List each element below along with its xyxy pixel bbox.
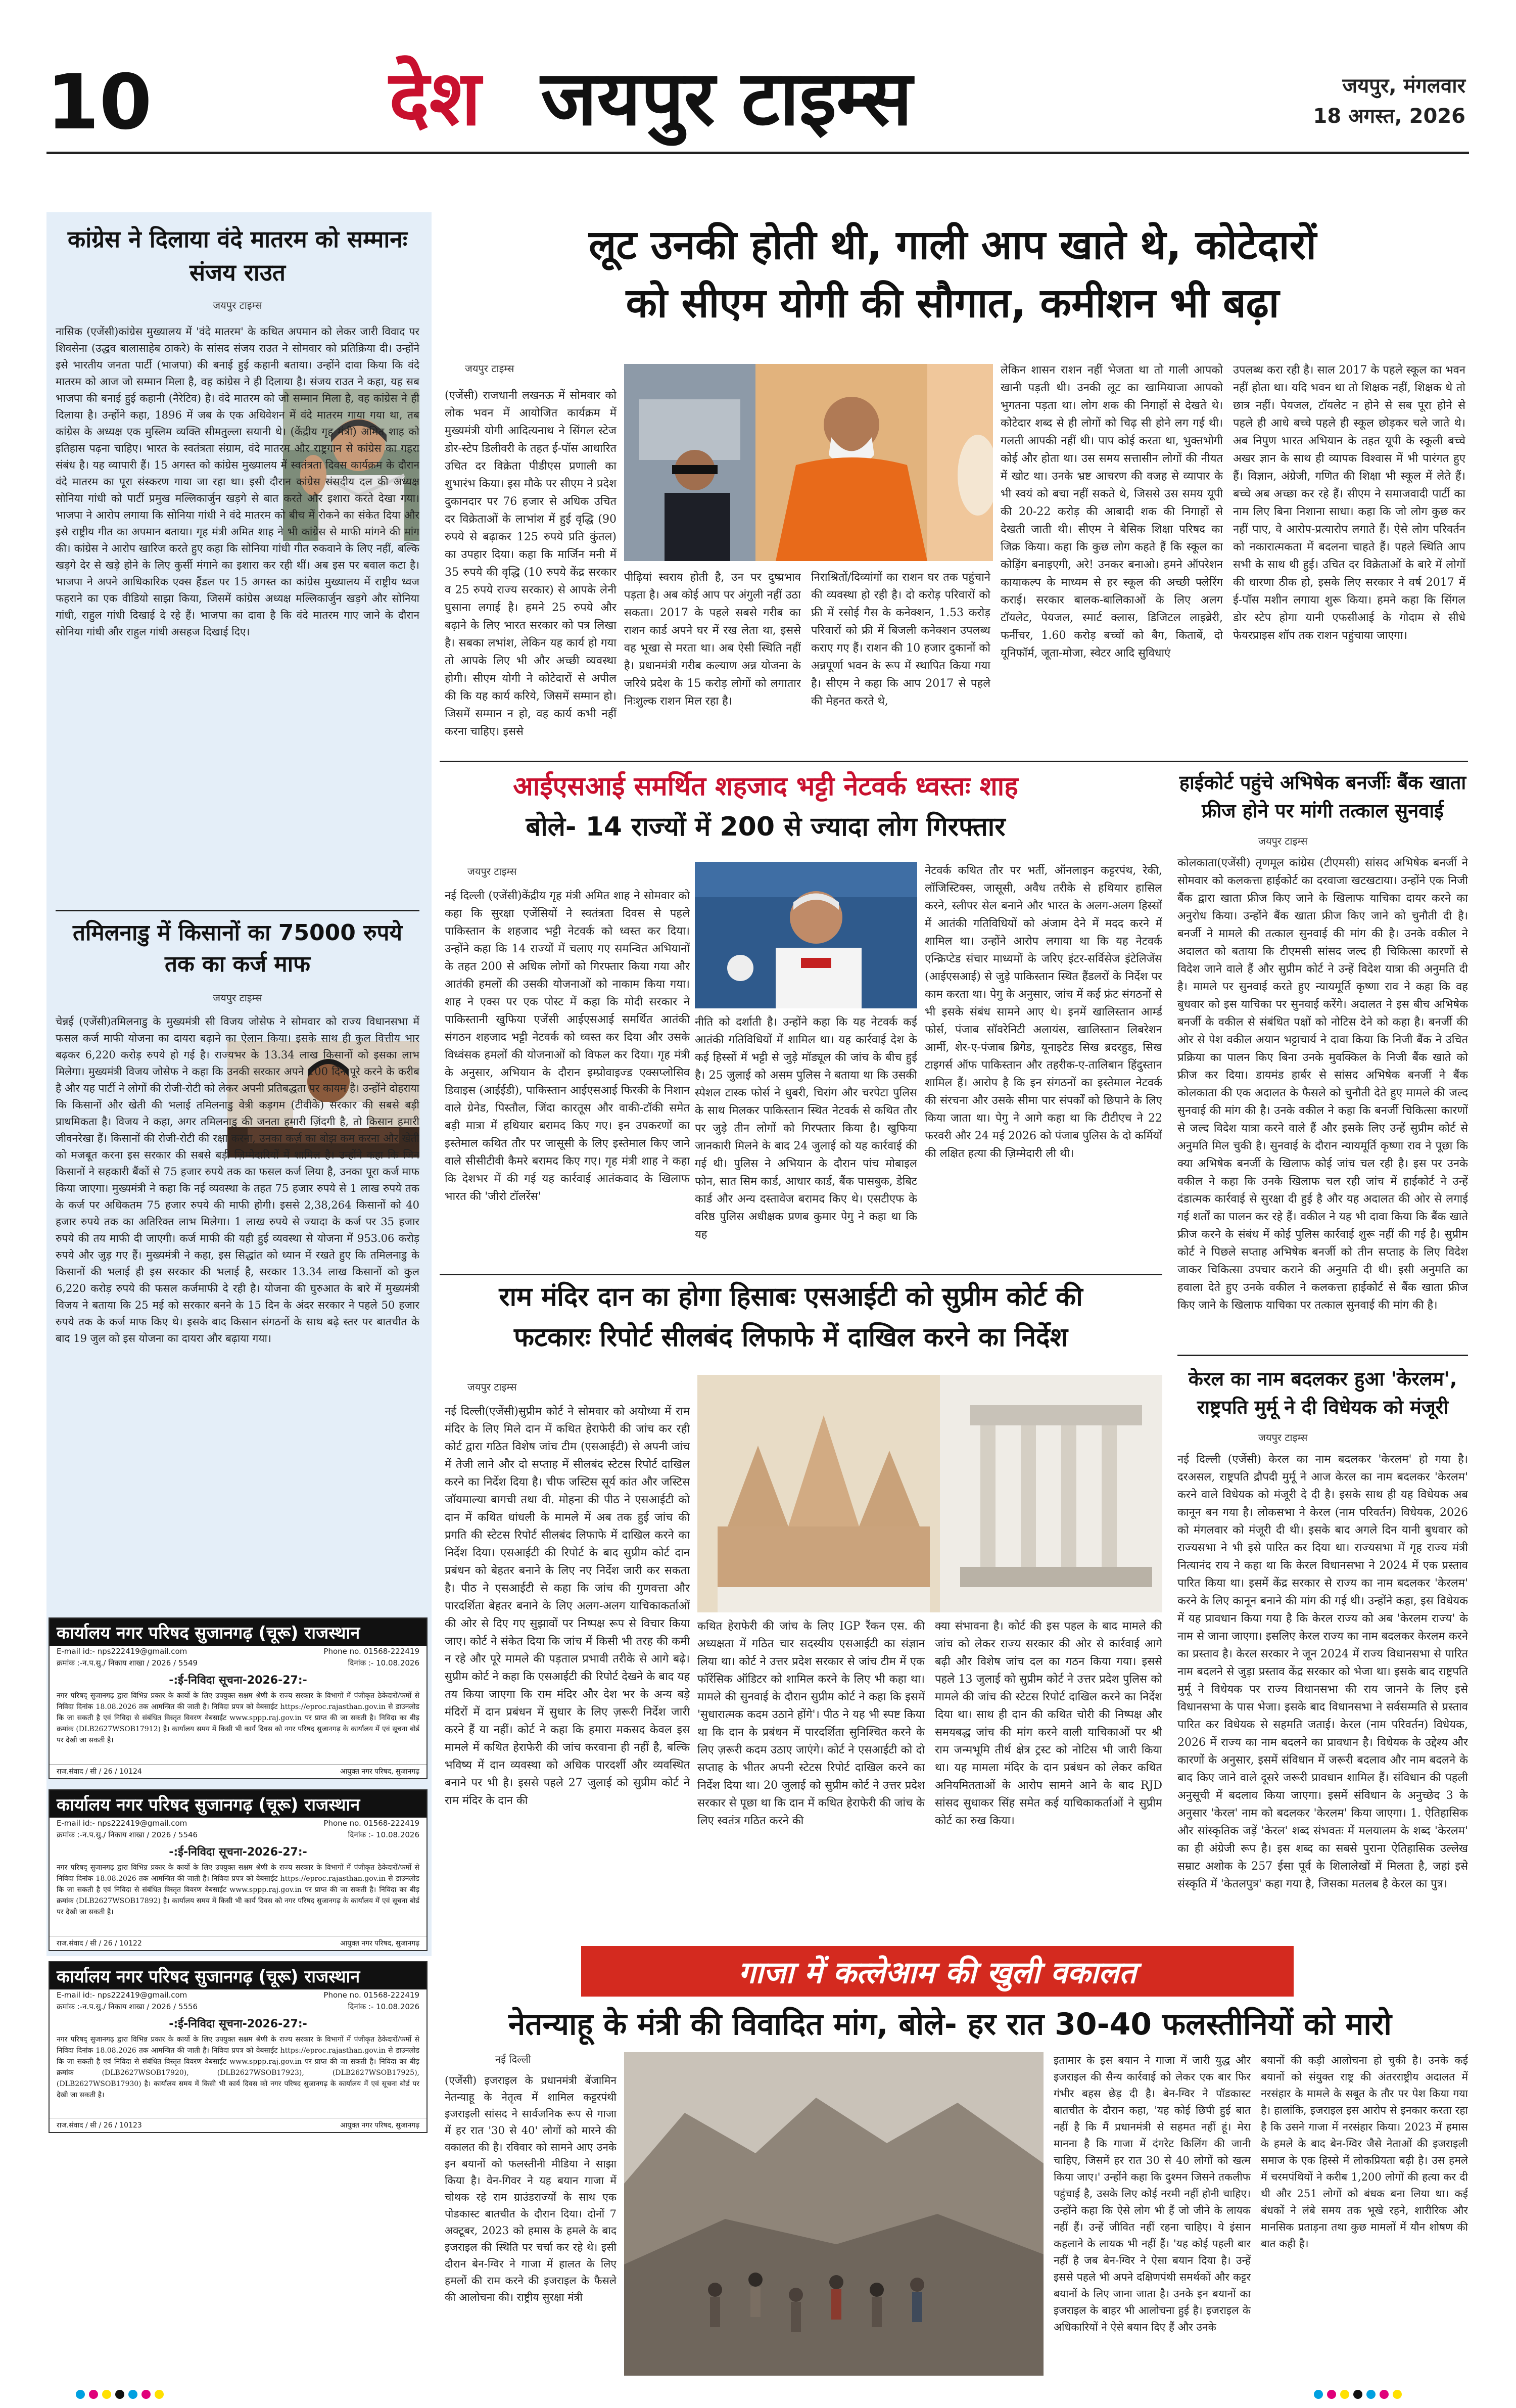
story-gaza-col2: इतामार के इस बयान ने गाजा में जारी युद्ध और इजराइल की सैन्य कार्रवाई को लेकर एक बार फिर गंभीर बहस छेड़ दी है। बेन-ग्विर ने पॉडकास्ट बातचीत के दौरान कहा, 'यह कोई छिपी हुई बात नहीं है कि मैं प्रधानमंत्री से सहमत नहीं हूं। मेरा मानना है कि गाजा में दंगरेट किलिंग की जानी चाहिए, जिसमें हर रात 30 से 40 लोगों को खत्म किया जाए।' उन्होंने कहा कि दुश्मन जिसने तकलीफ पहुंचाई है, उसके लिए कोई नरमी नहीं होनी चाहिए। उन्होंने कहा कि ऐसे लोग भी हैं जो जीने के लायक नहीं हैं। उन्हें जीवित नहीं रहना चाहिए। ये इंसान कहलाने के लायक भी नहीं हैं। 'यह कोई पहली बार नहीं है जब बेन-ग्विर ने ऐसा बयान दिया है। उन्हें इससे पहले भी अपने दक्षिणपंथी समर्थकों और कट्टर बयानों के लिए जाना जाता है। उनके इन बयानों का इजराइल के बाहर भी आलोचना हुई है। इजराइल के अधिकारियों ने ऐसे बयान दिए हैं और उनके bbox=[1054, 2054, 1251, 2333]
lead-headline-line2: को सीएम योगी की सौगात, कमीशन भी बढ़ा bbox=[626, 280, 1280, 327]
photo-ram-mandir-court bbox=[697, 1375, 1162, 1612]
tender-org: कार्यालय नगर परिषद सुजानगढ़ (चूरू) राजस्थान bbox=[50, 1618, 427, 1646]
tender-org: कार्यालय नगर परिषद सुजानगढ़ (चूरू) राजस्थान bbox=[50, 1790, 427, 1818]
masthead-rule bbox=[46, 152, 1469, 154]
story-kerala-headline: केरल का नाम बदलकर हुआ 'केरलम', राष्ट्रपति मुर्मू ने दी विधेयक को मंजूरी bbox=[1188, 1368, 1457, 1418]
story-shah-headline-line2: बोले- 14 राज्यों में 200 से ज्यादा लोग गिरफ्तार bbox=[526, 812, 1006, 842]
tender-body: नगर परिषद् सुजानगढ़ द्वारा विभिन्न प्रकार के कार्यो के लिए उपयुक्त सक्षम श्रेणी के राज्य सरकार के विभागों में पंजीकृत ठेकेदारों/फर्मो से निविदा दिनांक 18.08.2026 तक आमन्त्रित की जाती है। निविदा प्रपत्र को वेबसाईट https://eproc.rajasthan.gov.in से डाउनलोड कि जा सकती है एवं निविदा से संबंधित विस्तृत विवरण वेबसाईट www.sppp.raj.gov.in पर प्राप्त की जा सकती है। निविदा का बीड़ क्रमांक (DLB2627WSOB17892) है। कार्यालय समय में किसी भी कार्य दिवस को नगर परिषद सुजानगढ़ के कार्यालय में एवं सूचना बोर्ड पर देखी जा सकती है। bbox=[57, 1864, 419, 1916]
tender-email: E-mail id:- nps222419@gmail.com bbox=[57, 1647, 187, 1656]
tender-signatory: आयुक्त नगर परिषद, सुजानगढ़ bbox=[340, 1939, 419, 1948]
shah-bottom-rule bbox=[440, 1274, 1162, 1275]
story-bank-headline: हाईकोर्ट पहुंचे अभिषेक बनर्जीः बैंक खाता फ्रीज होने पर मांगी तत्काल सुनवाई bbox=[1179, 771, 1466, 822]
tender-phone: Phone no. 01568-222419 bbox=[323, 1647, 419, 1656]
tender-body: नगर परिषद् सुजानगढ़ द्वारा विभिन्न प्रकार के कार्यो के लिए उपयुक्त सक्षम श्रेणी के राज्य सरकार के विभागों में पंजीकृत ठेकेदारों/फर्मो से निविदा दिनांक 18.08.2026 तक आमन्त्रित की जाती है। निविदा प्रपत्र को वेबसाईट https://eproc.rajasthan.gov.in से डाउनलोड कि जा सकती है एवं निविदा से संबंधित विस्तृत विवरण वेबसाईट www.sppp.raj.gov.in पर प्राप्त की जा सकती है। निविदा का बीड़ क्रमांक (DLB2627WSOB17920), (DLB2627WSOB17923), (DLB2627WSOB17925), (DLB2627WSOB17930) है। कार्यालय समय में किसी भी कार्य दिवस को नगर परिषद सुजानगढ़ के कार्यालय में एवं सूचना बोर्ड पर देखी जा सकती है। bbox=[57, 2035, 419, 2099]
tender-signatory: आयुक्त नगर परिषद, सुजानगढ़ bbox=[340, 1768, 419, 1776]
story-gaza-col3: बयानों की कड़ी आलोचना हो चुकी है। उनके कई बयानों को संयुक्त राष्ट्र की अंतरराष्ट्रीय अदालत में नरसंहार के मामले के सबूत के तौर पर पेश किया गया है। हालांकि, इजराइल इस आरोप से इनकार करता रहा है कि उसने गाजा में नरसंहार किया। 2023 में हमास के हमले के बाद बेन-ग्विर जैसे नेताओं की इजराइली समाज के एक हिस्से में लोकप्रियता बढ़ी है। उस हमले में चरमपंथियों ने करीब 1,200 लोगों की हत्या कर दी थी और 251 लोगों को बंधक बना लिया था। कई बंधकों ने लंबे समय तक भूखे रहने, शारीरिक और मानसिक प्रताड़ना तथा कुछ मामलों में यौन शोषण की बात कही है। bbox=[1261, 2054, 1468, 2250]
tender-body: नगर परिषद् सुजानगढ़ द्वारा विभिन्न प्रकार के कार्यो के लिए उपयुक्त सक्षम श्रेणी के राज्य सरकार के विभागों में पंजीकृत ठेकेदारों/फर्मो से निविदा दिनांक 18.08.2026 तक आमन्त्रित की जाती है। निविदा प्रपत्र को वेबसाईट https://eproc.rajasthan.gov.in से डाउनलोड कि जा सकती है एवं निविदा से संबंधित विस्तृत विवरण वेबसाईट www.sppp.raj.gov.in पर प्राप्त की जा सकती है। निविदा का बीड़ क्रमांक (DLB2627WSOB17912) है। कार्यालय समय में किसी भी कार्य दिवस को नगर परिषद सुजानगढ़ के कार्यालय में एवं सूचना बोर्ड पर देखी जा सकती है। bbox=[57, 1692, 419, 1744]
lead-col1: (एजेंसी) राजधानी लखनऊ में सोमवार को लोक भवन में आयोजित कार्यक्रम में मुख्यमंत्री योगी आदित्यनाथ ने सिंगल स्टेज डोर-स्टेप डिलीवरी के तहत ई-पॉस आधारित उचित दर विक्रेता पीडीएस प्रणाली का शुभारंभ किया। इस मौके पर सीएम ने प्रदेश दुकानदार पर 76 हजार से अधिक उचित दर विक्रेताओं के लाभांश में हुई वृद्धि (90 रुपये से बढ़ाकर 125 रुपये प्रति कुंतल) का उपहार दिया। कहा कि मार्जिन मनी में 35 रुपये की वृद्धि (10 रुपये केंद्र सरकार व 25 रुपये राज्य सरकार) से आपके लेनी घुसाना लगाई है। हमने 25 रुपये और बढ़ाने के लिए भारत सरकार को पत्र लिखा है। सबका लभांश, लेकिन यह कार्य हो गया तो आपके लिए भी और अच्छी व्यवस्था होगी। सीएम योगी ने कोटेदारों से अपील की कि यह कार्य करिये, जिसमें सम्मान हो। जिसमें सम्मान न हो, वह कार्य कभी नहीं करना चाहिए। इससे bbox=[445, 389, 617, 738]
print-color-bar-right bbox=[1314, 2390, 1435, 2399]
lead-col2: पीढ़ियां स्वराय होती है, उन पर दुष्प्रभाव पड़ता है। अब कोई आप पर अंगुली नहीं उठा सकता। 2017 के पहले सबसे गरीब का राशन कार्ड अपने घर में रख लेता था, इससे वह भूखा से मरता था। अब ऐसी स्थिति नहीं है। प्रधानमंत्री गरीब कल्याण अन्न योजना के जरिये प्रदेश के 15 करोड़ लोगों को लगातार निःशुल्क राशन मिल रहा है। bbox=[624, 571, 801, 708]
lead-col3: निराश्रितों/दिव्यांगों का राशन घर तक पहुंचाने की व्यवस्था हो रही है। दो करोड़ परिवारों को फ्री में रसोई गैस के कनेक्शन, 1.53 करोड़ परिवारों को फ्री में बिजली कनेक्शन उपलब्ध कराए गए हैं। राशन की 10 हजार दुकानों को अन्नपूर्णा भवन के रूप में स्थापित किया गया है। सीएम ने कहा कि आप 2017 से पहले की मेहनत करते थे, bbox=[811, 571, 990, 708]
story-shah-col3: नेटवर्क कथित तौर पर भर्ती, ऑनलाइन कट्टरपंथ, रेकी, लॉजिस्टिक्स, जासूसी, अवैध तरीके से हथियार हासिल करने, स्लीपर सेल बनाने और भारत के अलग-अलग हिस्सों में आतंकी गतिविधियों को अंजाम देने में मदद करने में शामिल था। उन्होंने आरोप लगाया था कि यह नेटवर्क एन्क्रिप्टेड संचार माध्यमों के जरिए इंटर-सर्विसेज इंटेलिजेंस (आईएसआई) से जुड़े पाकिस्तान स्थित हैंडलरों के निर्देश पर काम करता था। पेगु के अनुसार, जांच में कई फ्रंट संगठनों से भी इसके संबंध सामने आए थे। इनमें खालिस्तान आर्म्ड फोर्स, पंजाब सॉवरेनिटी अलायंस, खालिस्तान लिबरेशन आर्मी, शेर-ए-पंजाब ब्रिगेड, यूनाइटेड सिख ब्रदरहुड, सिख टाइगर्स ऑफ पाकिस्तान और तहरीक-ए-तालिबान हिंदुस्तान शामिल हैं। आरोप है कि इन संगठनों का इस्तेमाल नेटवर्क की संरचना और उसके सीमा पार संपर्कों को छिपाने के लिए किया जाता था। पेगु ने आगे कहा था कि टीटीएच ने 22 फरवरी और 24 मई 2026 को पंजाब पुलिस के दो कर्मियों की लक्षित हत्या की ज़िम्मेदारी ली थी। bbox=[925, 864, 1162, 1160]
story-ram-col1: नई दिल्ली(एजेंसी)सुप्रीम कोर्ट ने सोमवार को अयोध्या में राम मंदिर के लिए मिले दान में कथित हेराफेरी की जांच कर रही कोर्ट द्वारा गठित विशेष जांच टीम (एसआईटी) से अपनी जांच में तेजी लाने और दो सप्ताह में सीलबंद स्टेटस रिपोर्ट दाखिल करने का निर्देश दिया है। चीफ जस्टिस सूर्य कांत और जस्टिस जॉयमाल्या बागची तथा वी. मोहना की पीठ ने एसआईटी को दान में कथित धांधली के मामले में अब तक हुई जांच की प्रगति की स्टेटस रिपोर्ट सीलबंद लिफाफे में दाखिल करने का निर्देश दिया। एसआईटी की रिपोर्ट के बाद सुप्रीम कोर्ट दान प्रबंधन को बेहतर बनाने के लिए नए निर्देश जारी कर सकता है। पीठ ने एसआईटी से कहा कि जांच की गुणवत्ता और पारदर्शिता बेहतर बनाने के लिए अलग-अलग याचिकाकर्ताओं की ओर से दिए गए सुझावों पर निष्पक्ष रूप से विचार किया जाए। कोर्ट ने संकेत दिया कि जांच में किसी भी तरह की कमी न रहे और पूरे मामले की पड़ताल प्रभावी तरीके से आगे बढ़े। सुप्रीम कोर्ट ने कहा कि एसआईटी की रिपोर्ट देखने के बाद यह तय किया जाएगा कि राम मंदिर और देश भर के अन्य बड़े मंदिरों में दान प्रबंधन में सुधार के लिए ज़रूरी निर्देश जारी करने हैं या नहीं। कोर्ट ने कहा कि हमारा मकसद केवल इस मामले में कथित हेराफेरी की जांच करवाना ही नहीं है, बल्कि भविष्य में दान व्यवस्था को अधिक पारदर्शी और व्यवस्थित बनाने पर भी है। इससे पहले 27 जुलाई को सुप्रीम कोर्ट ने राम मंदिर के दान की bbox=[445, 1405, 690, 1807]
story-shah-headline-line1: आईएसआई समर्थित शहजाद भट्टी नेटवर्क ध्वस्तः शाह bbox=[513, 771, 1018, 802]
story-tn-headline: तमिलनाडु में किसानों का 75000 रुपये तक का कर्ज माफ bbox=[72, 920, 403, 977]
lead-byline: जयपुर टाइम्स bbox=[465, 362, 514, 375]
tender-foot-ref: राज.संवाद / सी / 26 / 10122 bbox=[57, 1939, 142, 1948]
gaza-banner bbox=[581, 1946, 1294, 1997]
tender-date: दिनांक :- 10.08.2026 bbox=[348, 1830, 419, 1839]
newspaper-title: जयपुर टाइम्स bbox=[541, 55, 913, 143]
story-tn-byline: जयपुर टाइम्स bbox=[213, 992, 262, 1004]
tender-notice bbox=[49, 1961, 428, 2133]
left-divider-1 bbox=[56, 910, 419, 911]
story-bank-body: कोलकाता(एजेंसी) तृणमूल कांग्रेस (टीएमसी) सांसद अभिषेक बनर्जी ने सोमवार को कलकत्ता हाईकोर्ट का दरवाजा खटखटाया। उन्होंने एक निजी बैंक द्वारा खाता फ्रीज किए जाने के खिलाफ याचिका दायर करने का अनुरोध किया। उन्होंने बैंक खाता फ्रीज किए जाने को चुनौती दी है। बनर्जी ने मामले की तत्काल सुनवाई की मांग की है। उनके वकील ने अदालत को बताया कि टीएमसी सांसद जल्द ही चिकित्सा कारणों से विदेश जाने वाले हैं और सुप्रीम कोर्ट ने उन्हें विदेश यात्रा की अनुमति दी है। मामले पर सुनवाई करते हुए न्यायमूर्ति कृष्णा राव ने कहा कि वह बुधवार को इस याचिका पर सुनवाई करेंगे। अदालत ने इस बीच अभिषेक बनर्जी के वकील से संबंधित पक्षों को नोटिस देने को कहा है। बनर्जी की ओर से पेश वकील अयान भट्टाचार्य ने दावा किया कि निजी बैंक ने उचित प्रक्रिया का पालन किए बिना उनके मुवक्किल के निजी बैंक खाते को फ्रीज कर दिया। डायमंड हार्बर से सांसद अभिषेक बनर्जी ने बैंक कोलकाता की एक अदालत के फैसले को चुनौती देते हुए मामले की जल्द सुनवाई की मांग की है। उनके वकील ने कहा कि बनर्जी चिकित्सा कारणों से जल्द विदेश यात्रा करने वाले हैं और इसके लिए उन्हें सुप्रीम कोर्ट से अनुमति मिल चुकी है। सुनवाई के दौरान न्यायमूर्ति कृष्णा राव ने पूछा कि क्या अभिषेक बनर्जी के खिलाफ कोई जांच चल रही है। इस पर उनके वकील ने कहा कि उनके खिलाफ चल रही जांच में हाईकोर्ट ने उन्हें दंडात्मक कार्रवाई से सुरक्षा दी हुई है और यह अदालत की ओर से लगाई गई शर्तों का पालन कर रहे हैं। वकील ने यह भी दावा किया कि बैंक खाते फ्रीज करने के संबंध में कोई पुलिस कार्रवाई शुरू नहीं की गई है। सुप्रीम कोर्ट ने पिछले सप्ताह अभिषेक बनर्जी को तीन सप्ताह के लिए विदेश जाकर चिकित्सा उपचार कराने की अनुमति दी थी। इसी अनुमति का हवाला देते हुए उनके वकील ने कलकत्ता हाईकोर्ट से बैंक खाता फ्रीज किए जाने के खिलाफ याचिका पर तत्काल सुनवाई की मांग की है। bbox=[1177, 857, 1468, 1312]
story-ram-headline-line2: फटकारः रिपोर्ट सीलबंद लिफाफे में दाखिल करने का निर्देश bbox=[513, 1322, 1068, 1353]
story-gaza-col1: (एजेंसी) इजराइल के प्रधानमंत्री बेंजामिन नेतन्याहू के नेतृत्व में शामिल कट्टरपंथी इजराइली सांसद ने सार्वजनिक रूप से गाजा में हर रात '30 से 40' लोगों को मारने की वकालत की है। रविवार को सामने आए उनके इन बयानों को फलस्तीनी मीडिया ने साझा किया है। वेन-गिवर ने यह बयान गाजा में चोथक रहे राम ग्राउंडराज्यों के साथ एक पोडकास्ट बातचीत के दौरान दिया। दोनों 7 अक्टूबर, 2023 को हमास के हमले के बाद इजराइल की स्थिति पर चर्चा कर रहे थे। इसी दौरान बेन-ग्विर ने गाजा में हालत के लिए हमलों की राम करने की इजराइल के फैसले की आलोचना की। राष्ट्रीय सुरक्षा मंत्री bbox=[445, 2074, 617, 2303]
tender-phone: Phone no. 01568-222419 bbox=[323, 1819, 419, 1828]
tender-title: -:ई-निविदा सूचना-2026-27:- bbox=[169, 1674, 307, 1687]
tender-email: E-mail id:- nps222419@gmail.com bbox=[57, 1819, 187, 1828]
story-bank-byline: जयपुर टाइम्स bbox=[1258, 835, 1308, 847]
masthead-date: 18 अगस्त, 2026 bbox=[1313, 105, 1465, 128]
story-shah-col2: नीति को दर्शाती है। उन्होंने कहा कि यह नेटवर्क कई आतंकी गतिविधियों में शामिल था। यह कार्रवाई देश के कई हिस्सों में भट्टी से जुड़े मॉड्यूल की जांच के बीच हुई है। 25 जुलाई को असम पुलिस ने बताया था कि उसकी स्पेशल टास्क फोर्स ने धुबरी, चिरांग और चरपेटा पुलिस के साथ मिलकर पाकिस्तान स्थित नेटवर्क से कथित तौर पर जुड़े तीन लोगों को गिरफ्तार किया है। खुफिया जानकारी मिलने के बाद 24 जुलाई को यह कार्रवाई की गई थी। पुलिस ने अभियान के दौरान पांच मोबाइल फोन, सात सिम कार्ड, आधार कार्ड, बैंक पासबुक, डेबिट कार्ड और अन्य दस्तावेज बरामद किए थे। एसटीएफ के वरिष्ठ पुलिस अधीक्षक प्रणब कुमार पेगु ने कहा था कि यह bbox=[695, 1016, 917, 1241]
tender-ref: क्रमांक :-न.प.सु./ निकाय शाखा / 2026 / 5549 bbox=[57, 1658, 198, 1668]
story-raut-byline: जयपुर टाइम्स bbox=[213, 299, 262, 311]
print-color-bar-left bbox=[76, 2390, 197, 2399]
gaza-banner-text: गाजा में कत्लेआम की खुली वकालत bbox=[738, 1955, 1136, 1990]
tender-notice bbox=[49, 1789, 428, 1951]
bank-bottom-rule bbox=[1177, 1355, 1468, 1356]
photo-gaza bbox=[624, 2052, 1044, 2376]
story-ram-headline-line1: राम मंदिर दान का होगा हिसाबः एसआईटी को सुप्रीम कोर्ट की bbox=[499, 1282, 1083, 1312]
story-shah-col1: नई दिल्ली (एजेंसी)केंद्रीय गृह मंत्री अमित शाह ने सोमवार को कहा कि सुरक्षा एजेंसियों ने स्वतंत्रता दिवस से पहले पाकिस्तान के शहजाद भट्टी नेटवर्क को ध्वस्त कर दिया। उन्होंने कहा कि 14 राज्यों में चलाए गए समन्वित अभियानों के तहत 200 से अधिक लोगों को गिरफ्तार किया गया और आतंकी हमलों की उसकी योजनाओं को नाकाम किया गया। शाह ने एक्स पर एक पोस्ट में कहा कि मोदी सरकार ने पाकिस्तानी खुफिया एजेंसी आईएसआई समर्थित आतंकी संगठन शहजाद भट्टी नेटवर्क को ध्वस्त कर दिया और उसके विध्वंसक हमलों की योजनाओं को विफल कर दिया। गृह मंत्री के अनुसार, अभियान के दौरान इम्प्रोवाइज्ड एक्सप्लोसिव डिवाइस (आईईडी), पाकिस्तान आईएसआई फिरकी के निशान वाले ग्रेनेड, पिस्तौल, जिंदा कारतूस और वाकी-टॉकी समेत बड़ी मात्रा में हथियार बरामद किए गए। इन उपकरणों का इस्तेमाल कथित तौर पर जासूसी के लिए इस्तेमाल किए जाने वाले सीसीटीवी कैमरे बरामद किए गए। गृह मंत्री शाह ने कहा कि देशभर में की गई यह कार्रवाई आतंकवाद के खिलाफ भारत की 'जीरो टॉलरेंस' bbox=[445, 890, 690, 1203]
tender-org: कार्यालय नगर परिषद सुजानगढ़ (चूरू) राजस्थान bbox=[50, 1962, 427, 1989]
story-ram-col2: कथित हेराफेरी की जांच के लिए IGP रैंकन एस. की अध्यक्षता में गठित चार सदस्यीय एसआईटी का संज्ञान लिया था। कोर्ट ने उत्तर प्रदेश सरकार से जांच टीम में एक फॉरेंसिक ऑडिटर को शामिल करने के लिए भी कहा था। मामले की सुनवाई के दौरान सुप्रीम कोर्ट ने कहा कि इसमें 'सुधारात्मक कदम उठाने होंगे'। पीठ ने यह भी स्पष्ट किया था कि दान के प्रबंधन में पारदर्शिता सुनिश्चित करने के लिए ज़रूरी कदम उठाए जाएंगे। कोर्ट ने एसआईटी को दो सप्ताह के भीतर अपनी स्टेटस रिपोर्ट दाखिल करने का निर्देश दिया था। 20 जुलाई को सुप्रीम कोर्ट ने उत्तर प्रदेश सरकार से पूछा था कि दान में कथित हेराफेरी की जांच के लिए स्वतंत्र गठित करने की bbox=[697, 1620, 925, 1827]
story-gaza-byline: नई दिल्ली bbox=[495, 2053, 531, 2065]
tender-ref: क्रमांक :-न.प.सु./ निकाय शाखा / 2026 / 5546 bbox=[57, 1830, 198, 1839]
photo-amit-shah bbox=[695, 862, 917, 1008]
tender-title: -:ई-निविदा सूचना-2026-27:- bbox=[169, 2018, 307, 2030]
lead-col4: लेकिन शासन राशन नहीं भेजता था तो गाली आपको खानी पड़ती थी। उनकी लूट का खामियाजा आपको भुगतना पड़ता था। लोग शक की निगाहों से देखते थे। कोटेदार शब्द से ही लोगों को चिढ़ सी होने लग गई थी। गलती आपकी नहीं थी। पाप कोई करता था, भुक्तभोगी कोई और होता था। उस समय सत्तासीन लोगों की नीयत में खोट था। उनके भ्रष्ट आचरण की वजह से व्यापार के भी स्वयं को बचा नहीं सकते थे, जिससे उस समय यूपी की 20-22 करोड़ की आबादी शक की निगाहों से देखती जाती थी। सीएम ने बेसिक शिक्षा परिषद का जिक्र किया। कहा कि कुछ लोग कहते हैं कि स्कूल का कोड़िंग बनाइएगी, अरे! उनकर बनाओ। हमने ऑपरेशन कायाकल्प के माध्यम से हर स्कूल की अच्छी फ्लेरिंग कराई। सरकार बालक-बालिकाओं के लिए अलग टॉयलेट, पेयजल, स्मार्ट क्लास, डिजिटल लाइब्रेरी, फर्नीचर, 1.60 करोड़ बच्चों को बैग, किताबें, दो यूनिफॉर्म, जूता-मोजा, स्वेटर आदि सुविधाएं bbox=[1001, 364, 1223, 660]
tender-date: दिनांक :- 10.08.2026 bbox=[348, 1658, 419, 1668]
section-name: देश bbox=[389, 55, 481, 143]
tender-phone: Phone no. 01568-222419 bbox=[323, 1990, 419, 2000]
story-kerala-byline: जयपुर टाइम्स bbox=[1258, 1431, 1308, 1444]
lead-col5: उपलब्ध करा रही है। साल 2017 के पहले स्कूल का भवन नहीं होता था। यदि भवन था तो शिक्षक नहीं, शिक्षक थे तो छात्र नहीं। पेयजल, टॉयलेट न होने से सब पूरा होने से पहले ही आधे बच्चे पहले ही स्कूल छोड़कर चले जाते थे। अब निपुण भारत अभियान के तहत यूपी के स्कूली बच्चे अखर ज्ञान के साथ ही व्यापक विश्वास में भी पारंगत हुए हैं। विज्ञान, अंग्रेजी, गणित की शिक्षा भी स्कूल में लेते हैं। बच्चे अब अच्छा कर रहे हैं। सीएम ने समाजवादी पार्टी का नाम लिए बिना निशाना साधा। कहा कि जो लोग कुछ कर नहीं पाए, वे आरोप-प्रत्यारोप लगाते हैं। ऐसे लोग परिवर्तन को नकारात्मकता में बदलना चाहते हैं। पहले स्थिति आप सभी के साथ थी हुई। उचित दर विक्रेताओं के बारे में लोगों की धारणा ठीक हो, इसके लिए सरकार ने वर्ष 2017 में ई-पॉस मशीन लगाया शुरू किया। हमने कहा कि सिंगल डोर स्टेप होगा यानी एफसीआई के गोदाम से सीधे फेयरप्राइस शॉप तक राशन पहुंचाया जाएगा। bbox=[1233, 364, 1465, 642]
photo-yogi bbox=[624, 364, 993, 561]
tender-date: दिनांक :- 10.08.2026 bbox=[348, 2002, 419, 2011]
story-shah-byline: जयपुर टाइम्स bbox=[467, 865, 517, 877]
story-raut-headline: कांग्रेस ने दिलाया वंदे मातरम को सम्मानः संजय राउत bbox=[67, 225, 408, 286]
lead-bottom-rule bbox=[440, 761, 1468, 762]
story-tn-body: चेन्नई (एजेंसी)तमिलनाडु के मुख्यमंत्री सी विजय जोसेफ ने सोमवार को राज्य विधानसभा में फसल कर्ज माफी योजना का दायरा बढ़ाने का ऐलान किया। इसके साथ ही कुल वित्तीय भार बढ़कर 6,220 करोड़ रुपये हो गई है। राज्यभर के 13.34 लाख किसानों को इसका लाभ मिलेगा। मुख्यमंत्री विजय जोसेफ ने कहा कि उनकी सरकार अपने 100 दिन पूरे करने के करीब है और यह पार्टी ने लोगों की रोजी-रोटी को लेकर अपनी प्रतिबद्धता पर कायम है। उन्होंने दोहराया कि किसानों और खेती की भलाई तमिलनाडु वेत्री कड़गम (टीवीके) सरकार की सबसे बड़ी प्राथमिकता है। विजय ने कहा, अगर तमिलनाडु की जनता हमारी ज़िंदगी है, तो किसान हमारी जीवनरेखा हैं। किसानों की रोजी-रोटी की रक्षा करना, उनका कर्ज़ का बोझ कम करना और खेती को मजबूत करना इस सरकार की सबसे बड़ी ज़िम्मेदारियों में शामिल है। उन्होंने कहा कि जिन किसानों ने सहकारी बैंकों से 75 हजार रुपये तक का फसल कर्ज लिया है, उनका पूरा कर्ज माफ किया जाएगा। मुख्यमंत्री ने कहा कि नई व्यवस्था के तहत 75 हजार रुपये से 1 लाख रुपये तक के कर्ज पर अधिकतम 75 हजार रुपये की माफी होगी। इससे 2,38,264 किसानों को 40 हजार रुपये तक का अतिरिक्त लाभ मिलेगा। 1 लाख रुपये से ज्यादा के कर्ज पर 35 हजार रुपये की तय माफी दी जाएगी। कर्ज माफी की यही हुई व्यवस्था से योजना में 953.06 करोड़ रुपये और जुड़ गए हैं। मुख्यमंत्री ने कहा, इस सिद्धांत को ध्यान में रखते हुए कि तमिलनाडु के किसानों की भलाई ही इस सरकार की भलाई है, सरकार 13.34 लाख किसानों को कुल 6,220 करोड़ रुपये की फसल कर्जमाफी दे रही है। योजना की घुरुआत के बारे में मुख्यमंत्री विजय ने बताया कि 25 मई को सरकार बनने के 15 दिन के अंदर सरकार ने पहले 50 हजार रुपये तक के कर्ज माफ किए थे। इसके बाद किसान संगठनों के साथ बढ़े स्तर पर बातचीत के बाद 19 जुल को इस योजना का दायरा और बढ़ाया गया। bbox=[56, 1015, 419, 1345]
story-ram-col3: क्या संभावना है। कोर्ट की इस पहल के बाद मामले की जांच को लेकर राज्य सरकार की ओर से कार्रवाई आगे बढ़ी और विशेष जांच दल का गठन किया गया। इससे पहले 13 जुलाई को सुप्रीम कोर्ट ने उत्तर प्रदेश पुलिस को मामले की जांच की स्टेटस रिपोर्ट दाखिल करने का निर्देश दिया था। साथ ही दान की कथित चोरी की निष्पक्ष और समयबद्ध जांच की मांग करने वाली याचिकाओं पर श्री राम जन्मभूमि तीर्थ क्षेत्र ट्रस्ट को नोटिस भी जारी किया था। यह मामला मंदिर के दान प्रबंधन को लेकर कथित अनियमितताओं के आरोप सामने आने के बाद RJD सांसद सुधाकर सिंह समेत कई याचिकाकर्ताओं ने सुप्रीम कोर्ट का रुख किया। bbox=[935, 1620, 1162, 1827]
lead-headline-line1: लूट उनकी होती थी, गाली आप खाते थे, कोटेदारों bbox=[589, 221, 1316, 268]
tender-ref: क्रमांक :-न.प.सु./ निकाय शाखा / 2026 / 5556 bbox=[57, 2002, 198, 2011]
tender-signatory: आयुक्त नगर परिषद, सुजानगढ़ bbox=[340, 2121, 419, 2129]
masthead-city-day: जयपुर, मंगलवार bbox=[1342, 74, 1465, 98]
page-number: 10 bbox=[46, 59, 152, 147]
tender-email: E-mail id:- nps222419@gmail.com bbox=[57, 1990, 187, 2000]
tender-foot-ref: राज.संवाद / सी / 26 / 10123 bbox=[57, 2121, 142, 2129]
story-raut-body: नासिक (एजेंसी)कांग्रेस मुख्यालय में 'वंदे मातरम' के कथित अपमान को लेकर जारी विवाद पर शिवसेना (उद्धव बालासाहेब ठाकरे) के सांसद संजय राउत ने सोमवार को प्रतिक्रिया दी। उन्होंने इसे भारतीय जनता पार्टी (भाजपा) की बनाई हुई कहानी बताया। उन्होंने दावा किया कि वंदे मातरम को आज जो सम्मान मिला है, वह कांग्रेस ने ही दिलाया है। संजय राउत ने कहा, यह सब भाजपा की बनाई हुई कहानी (नैरेटिव) है। वंदे मातरम को जो सम्मान मिला है, वह कांग्रेस ने ही दिलाया है। उन्होंने कहा, 1896 में जब के एक अधिवेशन में वंदे मातरम गाया गया था, तब कांग्रेस के अध्यक्ष एक मुस्लिम व्यक्ति सीमतुल्ला सयानी थे। (केंद्रीय गृह मंत्री) अमित शाह को इतिहास पढ़ना चाहिए। भारत के स्वतंत्रता संग्राम, वंदे मातरम और राष्ट्रगान से कांग्रेस का गहरा संबंध है। यह व्यापारी हैं। 15 अगस्त को कांग्रेस मुख्यालय में स्वतंत्रता दिवस कार्यक्रम के दौरान वंदे मातरम का पूरा संस्करण गाया जा रहा था। इसी दौरान कांग्रेस संसदीय दल की अध्यक्ष सोनिया गांधी को पार्टी प्रमुख मल्लिकार्जुन खड़गे से बात करते और इशारा करते देखा गया। भाजपा ने आरोप लगाया कि सोनिया गांधी ने वंदे मातरम को बीच में रोकने का संकेत दिया और इसे राष्ट्रीय गीत का अपमान बताया। गृह मंत्री अमित शाह ने भी कांग्रेस से माफी मांगने की मांग की। कांग्रेस ने आरोप खारिज करते हुए कहा कि सोनिया गांधी गीत रुकवाने के लिए नहीं, बल्कि खड़गे देर से खड़े होने के लिए कुर्सी मंगाने का इशारा कर रही थीं। अब इस पर बवाल कटा है। भाजपा ने अपने आधिकारिक एक्स हैंडल पर 15 अगस्त का कांग्रेस मुख्यालय में राष्ट्रीय ध्वज फहराने का एक वीडियो साझा किया, जिसमें कांग्रेस अध्यक्ष मल्लिकार्जुन खड़गे और सोनिया गांधी, राहुल गांधी दिखाई दे रहे हैं। भाजपा का दावा है कि वंदे मातरम गाए जाने के दौरान सोनिया गांधी और राहुल गांधी असहज दिखाई दिए। bbox=[56, 326, 419, 638]
story-gaza-headline: नेतन्याहू के मंत्री की विवादित मांग, बोले- हर रात 30-40 फलस्तीनियों को मारो bbox=[508, 2007, 1392, 2042]
story-ram-byline: जयपुर टाइम्स bbox=[467, 1381, 517, 1393]
tender-notice bbox=[49, 1617, 428, 1779]
tender-title: -:ई-निविदा सूचना-2026-27:- bbox=[169, 1846, 307, 1859]
tender-foot-ref: राज.संवाद / सी / 26 / 10124 bbox=[57, 1768, 142, 1776]
story-kerala-body: नई दिल्ली (एजेंसी) केरल का नाम बदलकर 'केरलम' हो गया है। दरअसल, राष्ट्रपति द्रौपदी मुर्मू ने आज केरल का नाम बदलकर 'केरलम' करने वाले विधेयक को मंजूरी दे दी है। इसके साथ ही यह विधेयक अब कानून बन गया है। लोकसभा ने केरल (नाम परिवर्तन) विधेयक, 2026 को मंगलवार को मंजूरी दी थी। इसके बाद अगले दिन यानी बुधवार को राज्यसभा ने भी इसे पारित कर दिया था। राज्यसभा में गृह राज्य मंत्री नित्यानंद राय ने कहा था कि केरल विधानसभा ने 2024 में एक प्रस्ताव पारित किया था। इसमें केंद्र सरकार से राज्य का नाम बदलकर 'केरलम' करने के लिए कानून बनाने की मांग की गई थी। उन्होंने कहा, इस विधेयक में यह प्रावधान किया गया है कि केरल राज्य को अब 'केरलम राज्य' के नाम से जाना जाएगा। इसलिए केरल राज्य का नाम बदलकर केरलम करने का प्रस्ताव है। केरल सरकार ने जून 2024 में राज्य विधानसभा से पारित नाम बदलने से जुड़ा प्रस्ताव केंद्र सरकार को भेजा था। इसके बाद राष्ट्रपति मुर्मू ने विधेयक पर राज्य विधानसभा की राय जानने के लिए इसे विधानसभा के पास भेजा। इसके बाद विधानसभा ने सर्वसम्मति से प्रस्ताव पारित कर विधेयक से सहमति जताई। केरल (नाम परिवर्तन) विधेयक, 2026 में राज्य का नाम बदलने का प्रावधान है। विधेयक के उद्देश्य और कारणों के अनुसार, इसमें संविधान में जरूरी बदलाव और नाम बदलने के बाद किए जाने वाले दूसरे जरूरी प्रावधान शामिल हैं। संविधान की पहली अनुसूची में बदलाव किया जाएगा। इसमें संविधान के अनुच्छेद 3 के अनुसार 'केरल' नाम को बदलकर 'केरलम' किया जाएगा। 1. ऐतिहासिक और सांस्कृतिक जड़ें 'केरल' शब्द संभवतः में मलयालम के शब्द 'केरलम' का ही अंग्रेजी रूप है। इस शब्द का सबसे पुराना ऐतिहासिक उल्लेख सम्राट अशोक के 257 ईसा पूर्व के शिलालेखों में मिलता है, जहां इसे संस्कृति में 'केतलपुत्र' कहा गया है, जिसका मतलब है केरल का पुत्र। bbox=[1177, 1453, 1468, 1890]
